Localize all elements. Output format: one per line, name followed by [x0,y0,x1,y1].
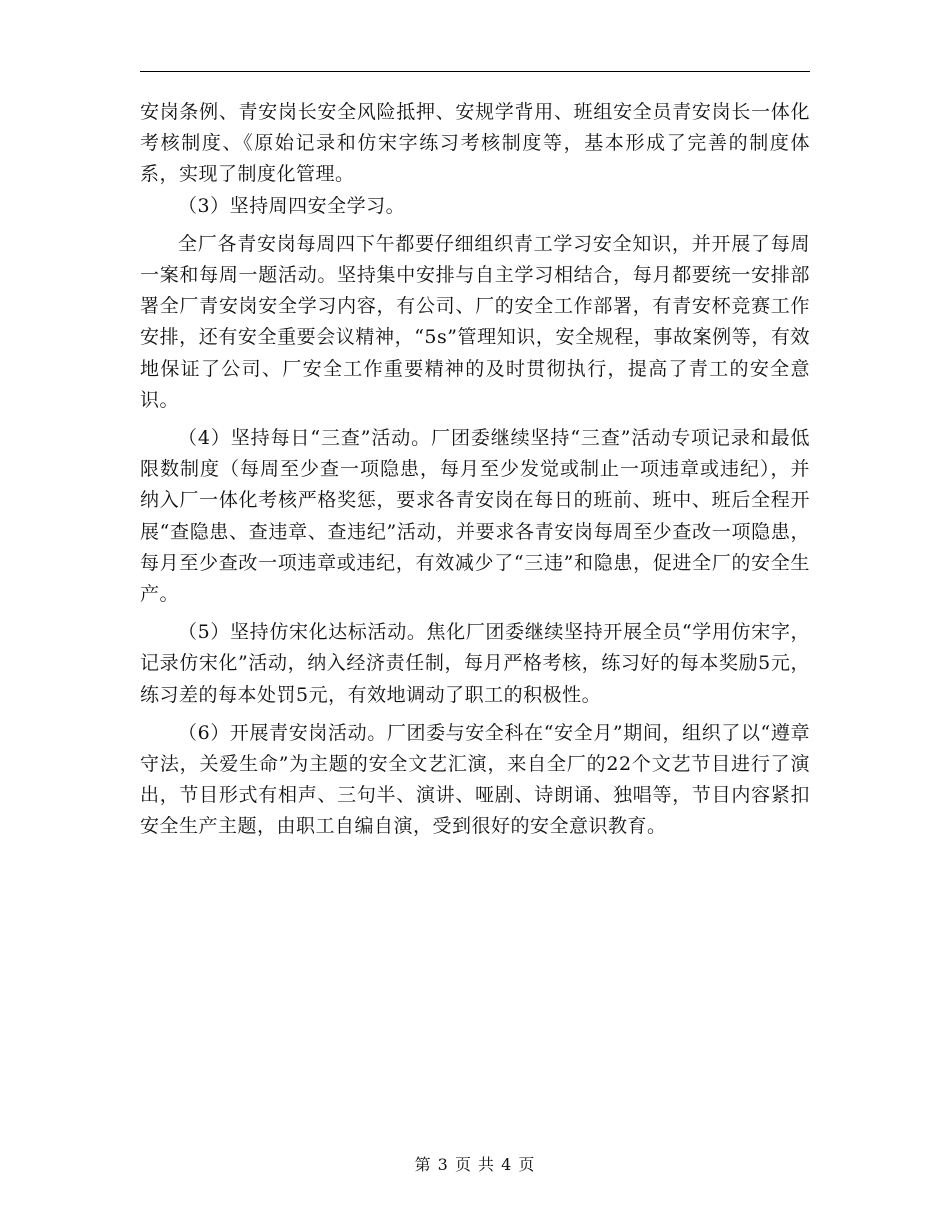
page-footer: 第 3 页 共 4 页 [414,1155,536,1174]
document-body [140,97,810,843]
paragraph-2-heading: （3）坚持周四安全学习。 [178,194,406,217]
paragraph-1: 安岗条例、青安岗长安全风险抵押、安规学背用、班组安全员青安岗长一体化考核制度、《原始记录和仿宋字练习考核制度等，基本形成了完善的制度体系，实现了制度化管理。 [140,101,810,186]
paragraph-6: （6）开展青安岗活动。厂团委与安全科在“安全月”期间，组织了以“遵章守法，关爱生命”为主题的安全文艺汇演，来自全厂的22个文艺节目进行了演出，节目形式有相声、三句半、演讲、哑剧、诗朗诵、独唱等，节目内容紧扣安全生产主题，由职工自编自演，受到很好的安全意识教育。 [140,721,810,838]
header-rule [140,71,810,72]
paragraph-4: （4）坚持每日“三查”活动。厂团委继续坚持“三查”活动专项记录和最低限数制度（每周至少查一项隐患，每月至少发觉或制止一项违章或违纪），并纳入厂一体化考核严格奖惩，要求各青安岗在每日的班前、班中、班后全程开展“查隐患、查违章、查违纪”活动，并要求各青安岗每周至少查改一项隐患，每月至少查改一项违章或违纪，有效减少了“三违”和隐患，促进全厂的安全生产。 [140,427,810,606]
paragraph-3: 全厂各青安岗每周四下午都要仔细组织青工学习安全知识，并开展了每周一案和每周一题活动。坚持集中安排与自主学习相结合，每月都要统一安排部署全厂青安岗安全学习内容，有公司、厂的安全工作部署，有青安杯竞赛工作安排，还有安全重要会议精神，“5s”管理知识，安全规程，事故案例等，有效地保证了公司、厂安全工作重要精神的及时贯彻执行，提高了青工的安全意识。 [140,232,810,411]
paragraph-5: （5）坚持仿宋化达标活动。焦化厂团委继续坚持开展全员“学用仿宋字，记录仿宋化”活动，纳入经济责任制，每月严格考核，练习好的每本奖励5元，练习差的每本处罚5元，有效地调动了职工的积极性。 [140,621,810,706]
